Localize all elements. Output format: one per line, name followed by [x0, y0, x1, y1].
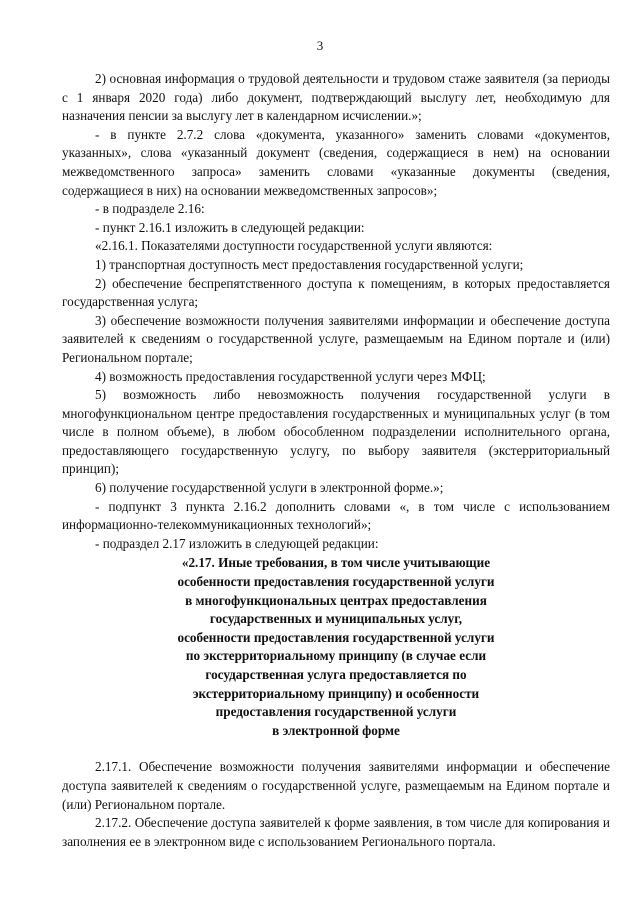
paragraph: - подраздел 2.17 изложить в следующей редакции:	[95, 535, 379, 551]
paragraph: - в пункте 2.7.2 слова «документа, указанного» заменить словами «документов, указанных», слова «указанный документ (сведения, содержащиеся в нем) на основании межведомственного запроса» заменить словами «указанные документы (сведения, содержащиеся в них) на основании межведомственных запросов»;	[62, 126, 610, 198]
paragraph: 2) обеспечение беспрепятственного доступа к помещениям, в которых предоставляется государственная услуга;	[62, 275, 610, 310]
paragraph: 1) транспортная доступность мест предоставления государственной услуги;	[95, 256, 524, 272]
paragraph: 6) получение государственной услуги в электронной форме.»;	[95, 480, 444, 496]
paragraph-group-top	[62, 70, 610, 553]
paragraph: 2) основная информация о трудовой деятельности и трудовом стаже заявителя (за периоды с 1 января 2020 года) либо документ, подтверждающий выслугу лет, необходимую для назначения пенсии за выслугу лет в календарном исчислении.»;	[62, 71, 610, 124]
heading-line: по экстерриториальному принципу (в случае если	[185, 648, 487, 664]
section-heading	[62, 554, 610, 740]
heading-line: государственных и муниципальных услуг,	[209, 611, 463, 627]
heading-line: экстерриториальному принципу) и особенности	[192, 685, 480, 701]
paragraph-group-bottom	[62, 758, 610, 851]
heading-line: «2.17. Иные требования, в том числе учитывающие	[181, 555, 491, 571]
paragraph: 2.17.2. Обеспечение доступа заявителей к форме заявления, в том числе для копирования и заполнения ее в электронном виде с использованием Регионального портала.	[62, 815, 610, 849]
paragraph: 2.17.1. Обеспечение возможности получения заявителями информации и обеспечение доступа заявителей к сведениям о государственной услуге, размещаемым на Едином портале и (или) Региональном портале.	[62, 759, 610, 812]
paragraph: - в подразделе 2.16:	[95, 201, 205, 217]
page-number: 3	[316, 38, 324, 53]
heading-line: предоставления государственной услуги	[215, 704, 457, 720]
paragraph: 3) обеспечение возможности получения заявителями информации и обеспечение доступа заявителей к сведениям о государственной услуге, размещаемым на Едином портале и (или) Региональном портале;	[62, 312, 610, 365]
heading-line: особенности предоставления государственной услуги	[177, 574, 495, 590]
heading-line: в многофункциональных центрах предоставления	[185, 592, 487, 608]
paragraph: 4) возможность предоставления государственной услуги через МФЦ;	[95, 368, 486, 384]
heading-line: в электронной форме	[272, 722, 400, 738]
heading-line: особенности предоставления государственной услуги	[177, 629, 495, 645]
paragraph: - подпункт 3 пункта 2.16.2 дополнить словами «, в том числе с использованием информационно-телекоммуникационных технологий»;	[62, 498, 610, 533]
paragraph: 5) возможность либо невозможность получения государственной услуги в многофункциональном центре предоставления государственных и муниципальных услуг (в том числе в полном объеме), в любом обособленном подразделении исполнительного органа, предоставляющего государственную услугу, по выбору заявителя (экстерриториальный принцип);	[62, 387, 610, 477]
heading-line: государственная услуга предоставляется по	[205, 667, 467, 682]
paragraph: «2.16.1. Показателями доступности государственной услуги являются:	[95, 238, 493, 254]
paragraph: - пункт 2.16.1 изложить в следующей редакции:	[95, 219, 365, 235]
document-body	[62, 70, 610, 851]
